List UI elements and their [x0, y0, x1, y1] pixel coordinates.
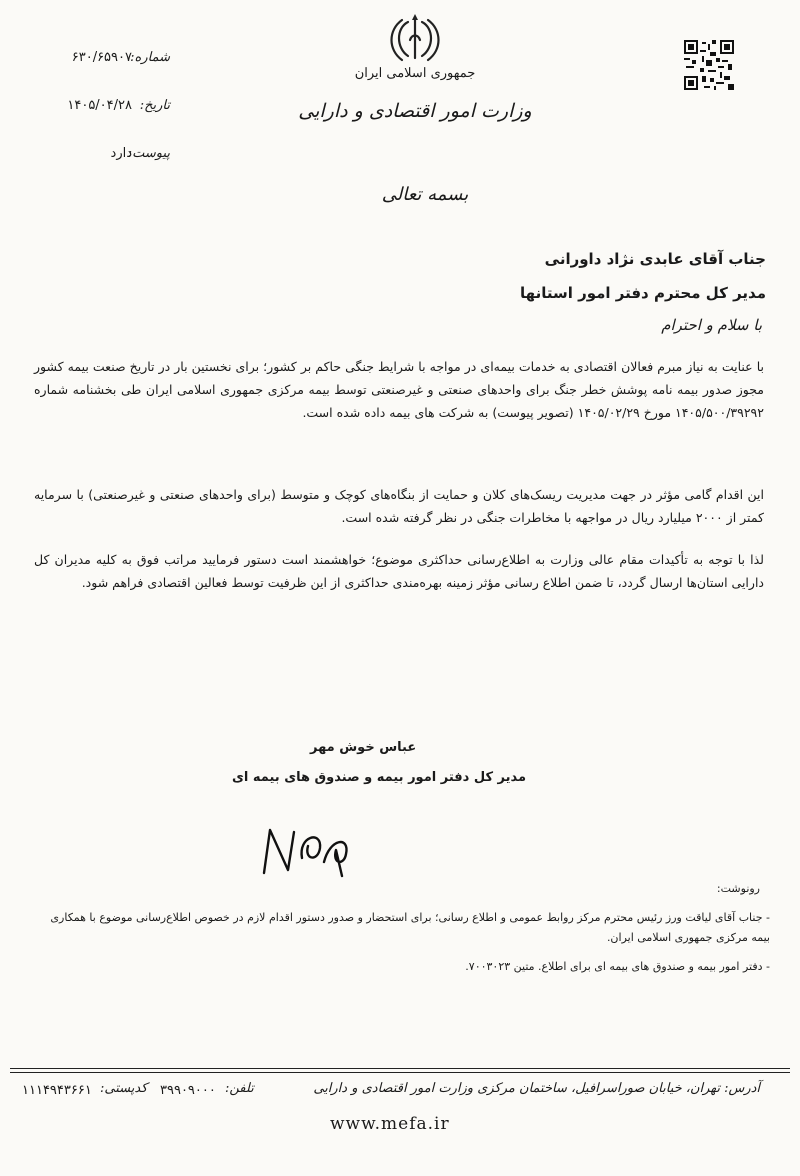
letter-date-label: تاریخ:	[139, 98, 170, 113]
greeting: با سلام و احترام	[661, 316, 762, 334]
cc-item-1: - جناب آقای لیاقت ورز رئیس محترم مرکز روابط عمومی و اطلاع رسانی؛ برای استحضار و صدور دستور اقدام لازم در خصوص اطلاع‌رسانی موضوع با همکاری بیمه مرکزی جمهوری اسلامی ایران.	[50, 911, 770, 944]
cc-item-2: - دفتر امور بیمه و صندوق های بیمه ای برای اطلاع. متین ۷۰۰۳۰۲۳.	[465, 960, 770, 973]
republic-name: جمهوری اسلامی ایران	[354, 66, 476, 81]
qr-code-icon	[684, 40, 734, 90]
letter-attachment-row	[0, 146, 170, 168]
footer-postal-label: کدپستی:	[100, 1081, 148, 1096]
letter-date-row	[0, 98, 170, 120]
footer-address: آدرس: تهران، خیابان صوراسرافیل، ساختمان مرکزی وزارت امور اقتصادی و دارایی	[313, 1081, 760, 1096]
body-paragraph-1: با عنایت به نیاز مبرم فعالان اقتصادی به خدمات بیمه‌ای در مواجه با شرایط جنگی حاکم بر کشور؛ برای نخستین بار در تاریخ صنعت بیمه کشور مجوز صدور بیمه نامه پوشش خطر جنگ برای واحدهای صنعتی و غیرصنعتی توسط بیمه مرکزی جمهوری اسلامی ایران طی بخشنامه شماره ۱۴۰۵/۵۰۰/۳۹۲۹۲ مورخ ۱۴۰۵/۰۲/۲۹ (تصویر پیوست) به شرکت های بیمه داده شده است.	[34, 359, 764, 420]
footer-divider-2	[10, 1072, 790, 1073]
letter-number-label: شماره:	[130, 50, 170, 65]
ministry-name: وزارت امور اقتصادی و دارایی	[298, 100, 532, 122]
signature-mark	[250, 818, 370, 878]
letter-number-value: ۶۳۰/۶۵۹۰۷	[71, 50, 132, 65]
letter-number-row	[0, 50, 170, 72]
letter-attachment-value: دارد	[110, 146, 132, 161]
cc-heading: رونوشت:	[716, 882, 760, 895]
body-paragraph-3: لذا با توجه به تأکیدات مقام عالی وزارت به اطلاع‌رسانی حداکثری موضوع؛ خواهشمند است دستور فرمایید مراتب فوق به کلیه مدیران کل دارایی استان‌ها ارسال گردد، تا ضمن اطلاع رسانی مؤثر زمینه بهره‌مندی حداکثری از این ظرفیت توسط فعالین اقتصادی فراهم شود.	[34, 552, 764, 590]
footer-website: www.mefa.ir	[330, 1114, 450, 1134]
footer-phone: ۳۹۹۰۹۰۰۰	[160, 1083, 216, 1098]
footer-divider	[10, 1068, 790, 1069]
letter-attachment-label: پیوست:	[127, 146, 170, 161]
recipient-title: مدیر کل محترم دفتر امور استانها	[520, 284, 766, 302]
basmala: بسمه تعالی	[381, 184, 469, 205]
signer-name: عباس خوش مهر	[310, 740, 417, 755]
iran-emblem-icon	[388, 14, 442, 66]
footer-phone-label: تلفن:	[225, 1081, 254, 1096]
body-paragraph-2: این اقدام گامی مؤثر در جهت مدیریت ریسک‌های کلان و حمایت از بنگاه‌های کوچک و متوسط (برای واحدهای صنعتی و غیرصنعتی) با سرمایه کمتر از ۲۰۰۰ میلیارد ریال در مواجهه با مخاطرات جنگی در نظر گرفته شده است.	[34, 487, 764, 525]
signer-title: مدیر کل دفتر امور بیمه و صندوق های بیمه ای	[232, 770, 527, 785]
footer-postal: ۱۱۱۴۹۴۳۶۶۱	[22, 1083, 92, 1098]
letter-date-value: ۱۴۰۵/۰۴/۲۸	[67, 98, 132, 113]
recipient-name: جناب آقای عابدی نژاد داورانی	[544, 250, 766, 268]
